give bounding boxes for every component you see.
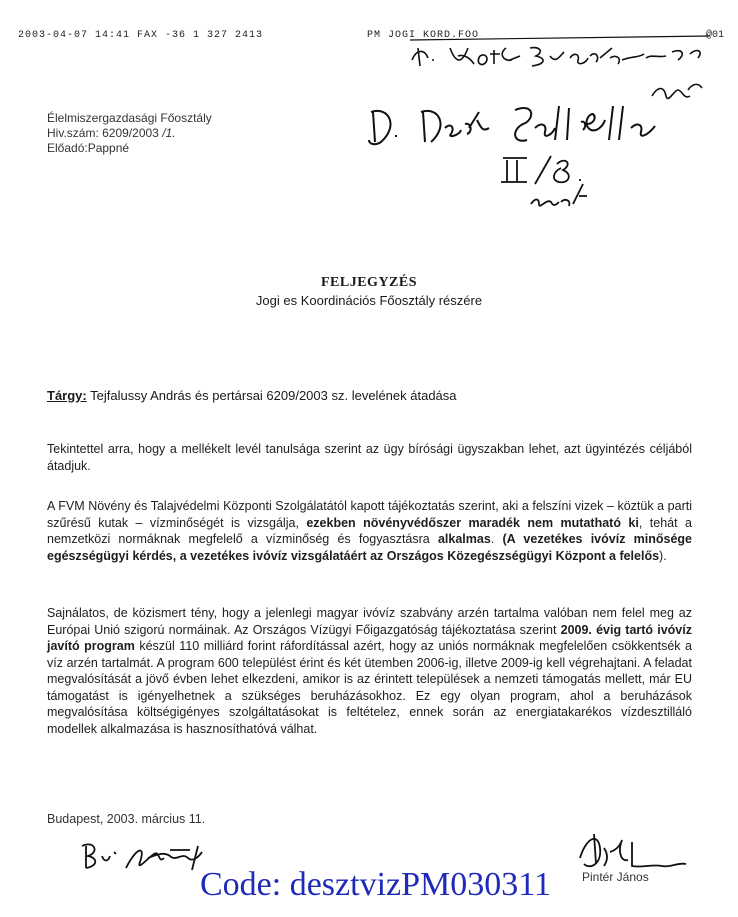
handwritten-name-annotation [365, 98, 695, 158]
subject-label: Tárgy: [47, 388, 87, 403]
subject-text: Tejfalussy András és pertársai 6209/2003 sz. levelének átadása [86, 388, 457, 403]
place-date: Budapest, 2003. március 11. [47, 812, 206, 826]
fax-page-number: @01 [706, 30, 725, 41]
sender-reference: Hiv.szám: 6209/2003 /1. [47, 126, 176, 140]
body-paragraph-3: Sajnálatos, de közismert tény, hogy a jelenlegi magyar ivóvíz szabvány arzén tartalma valóban nem felel meg az Európai Unió szigorú normáinak. Az Országos Vízügyi Főigazgatóság tájékoztatása szerint 2009. évig tartó ivóvíz javító program készül 110 milliárd forint ráfordítással azért, hogy az uniós normáknak megfelelően csökkentsék a víz arzén tartalmát. A program 600 települést érint és két ütemben 2006-ig, illetve 2009-ig kell végrehajtani. A feladat megvalósítását a jövő évben lehet elkezdeni, amikor is az érintett települések a nemzeti támogatás mellett, már EU támogatást is igényelhetnek a szükséges beruházásokhoz. Ez egy olyan program, ahol a beruházások megvalósítása költségigényes szolgáltatásokat is feltételez, ennek során az energiatakarékos vízdesztilláló modellek alkalmazása is hasznosíthatóvá válhat. [47, 606, 692, 736]
signer-name: Pintér János [582, 870, 649, 884]
handwritten-signature-right [570, 828, 700, 874]
handwritten-note-annotation [495, 150, 605, 220]
sender-department: Élelmiszergazdasági Főosztály [47, 111, 212, 125]
subject-line [47, 388, 457, 403]
body-paragraph-1: Tekintettel arra, hogy a mellékelt levél tanulsága szerint az ügy bírósági ügyszakban lehet, azt ügyintézés céljából átadjuk. [47, 442, 692, 473]
handwritten-annotation-top [410, 34, 730, 74]
memo-subtitle: Jogi es Koordinációs Főosztály részére [255, 293, 483, 308]
fax-header-line: 2003-04-07 14:41 FAX -36 1 327 2413 [18, 30, 264, 41]
sender-handler: Előadó:Pappné [47, 141, 130, 155]
body-paragraph-2: A FVM Növény és Talajvédelmi Központi Szolgálatától kapott tájékoztatás szerint, aki a felszíni vizek – köztük a parti szűrésű kutak – vízminőségét is vizsgálja, ezekben növényvédőszer maradék nem mutatható ki, tehát a nemzetközi normáknak megfelelő a vízminőség és fogyasztásra alkalmas. (A vezetékes ivóvíz minősége egészségügyi kérdés, a vezetékes ivóvíz vizsgálatáért az Országos Közegészségügyi Központ a felelős). [47, 499, 692, 563]
sender-block [47, 111, 212, 156]
memo-heading [0, 275, 738, 308]
memo-title: FELJEGYZÉS [320, 275, 418, 290]
fax-header-dest: PM JOGI KORD.FOO [367, 30, 480, 41]
document-code: Code: desztvizPM030311 [200, 866, 551, 903]
